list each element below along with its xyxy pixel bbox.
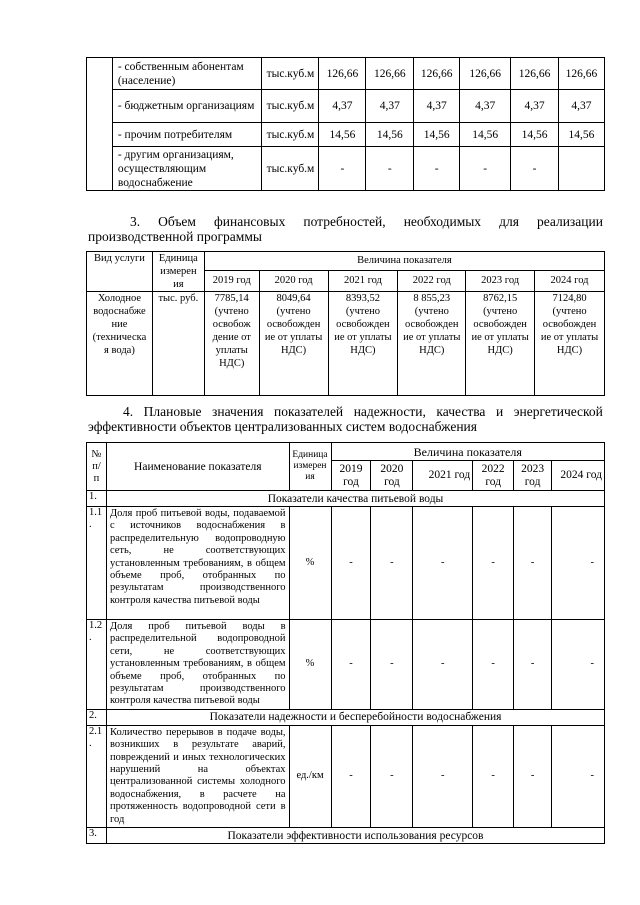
row-unit: тыс.куб.м — [262, 90, 319, 123]
year-header: 2020 год — [371, 461, 413, 491]
value-cell: - — [552, 725, 605, 827]
row-num: 1.2 . — [87, 620, 107, 710]
heading-line — [88, 214, 603, 229]
table-row — [87, 58, 605, 90]
section-row — [87, 709, 605, 725]
section-title: Показатели качества питьевой воды — [106, 491, 604, 507]
value-cell: 126,66 — [558, 58, 604, 90]
value-cell: 126,66 — [414, 58, 460, 90]
header-value: Величина показателя — [331, 443, 604, 461]
section-row — [87, 491, 605, 507]
value-cell: 8 855,23 (учтено освобожден ие от уплаты НДС) — [398, 292, 466, 396]
header-unit: Единица измерен ия — [152, 252, 204, 292]
heading-word: необходимых — [403, 214, 482, 229]
value-cell: - — [473, 507, 514, 620]
value-cell: - — [460, 147, 511, 191]
row-name: Доля проб питьевой воды в распределительной водопроводной сети, не соответствующих установленным требованиям, в общем объеме проб, отобранных по результатам производственного контроля качества питьевой воды — [106, 620, 289, 710]
header-unit: Единица измерен ия — [289, 443, 331, 491]
year-header: 2023 год — [514, 461, 552, 491]
heading-word: финансовых — [214, 214, 286, 229]
table-row — [87, 90, 605, 123]
value-cell: 4,37 — [319, 90, 366, 123]
row-num: 1.1 . — [87, 507, 107, 620]
row-unit: тыс.куб.м — [262, 147, 319, 191]
row-name: Доля проб питьевой воды, подаваемой с источников водоснабжения в распределительную водопроводную сеть, не соответствующих установленным требованиям, в общем объеме проб, отобранных по результатам производственного контроля качества питьевой воды — [106, 507, 289, 620]
table-header-row — [87, 443, 605, 461]
value-cell: - — [319, 147, 366, 191]
unit-cell: тыс. руб. — [152, 292, 204, 396]
row-unit: тыс.куб.м — [262, 123, 319, 147]
value-cell: - — [514, 507, 552, 620]
heading-word: надежности, — [353, 404, 426, 419]
heading-word: Объем — [158, 214, 196, 229]
value-cell: - — [473, 725, 514, 827]
table-row — [87, 507, 605, 620]
year-header: 2023 год — [466, 270, 535, 291]
value-cell: - — [371, 507, 413, 620]
value-cell: - — [371, 725, 413, 827]
table-row — [87, 147, 605, 191]
header-value: Величина показателя — [204, 252, 604, 271]
section-3-heading — [88, 214, 603, 244]
header-service: Вид услуги — [87, 252, 153, 292]
heading-word: реализации — [536, 214, 603, 229]
value-cell: - — [331, 620, 371, 710]
section-4-heading — [88, 404, 603, 434]
value-cell: - — [414, 147, 460, 191]
year-header: 2019 год — [331, 461, 371, 491]
value-cell: 4,37 — [558, 90, 604, 123]
table-cell — [87, 58, 113, 191]
table-header-row — [87, 252, 605, 271]
row-num: 2.1 . — [87, 725, 107, 827]
value-cell: - — [552, 507, 605, 620]
value-cell — [558, 147, 604, 191]
value-cell: - — [371, 620, 413, 710]
value-cell: - — [473, 620, 514, 710]
heading-line: производственной программы — [88, 229, 262, 244]
row-unit: % — [289, 620, 331, 710]
value-cell: 14,56 — [558, 123, 604, 147]
heading-word: 4. — [123, 404, 134, 419]
heading-word: энергетической — [513, 404, 603, 419]
heading-word: 3. — [130, 214, 141, 229]
heading-word: и — [495, 404, 504, 419]
value-cell: 14,56 — [460, 123, 511, 147]
row-name: - другим организациям, осуществляющим водоснабжение — [112, 147, 262, 191]
header-num: № п/ п — [87, 443, 107, 491]
section-num: 1. — [87, 491, 107, 507]
heading-line: эффективности объектов централизованных систем водоснабжения — [88, 419, 477, 434]
value-cell: 8049,64 (учтено освобожден ие от уплаты НДС) — [259, 292, 328, 396]
value-cell: - — [413, 620, 473, 710]
heading-word: для — [499, 214, 519, 229]
value-cell: 8762,15 (учтено освобожден ие от уплаты НДС) — [466, 292, 535, 396]
value-cell: 4,37 — [460, 90, 511, 123]
value-cell: - — [413, 725, 473, 827]
value-cell: - — [331, 507, 371, 620]
header-name: Наименование показателя — [106, 443, 289, 491]
row-name: - бюджетным организациям — [112, 90, 262, 123]
value-cell: 4,37 — [511, 90, 559, 123]
value-cell: 4,37 — [414, 90, 460, 123]
row-name: - прочим потребителям — [112, 123, 262, 147]
row-unit: % — [289, 507, 331, 620]
section-title: Показатели эффективности использования ресурсов — [106, 828, 604, 844]
row-unit: тыс.куб.м — [262, 58, 319, 90]
heading-line — [88, 404, 603, 419]
value-cell: 14,56 — [366, 123, 414, 147]
value-cell: - — [413, 507, 473, 620]
row-name: - собственным абонентам (население) — [112, 58, 262, 90]
value-cell: 7785,14 (учтено освобож дение от уплаты НДС) — [204, 292, 259, 396]
consumption-table — [86, 57, 605, 191]
table-row — [87, 123, 605, 147]
finance-table — [86, 251, 605, 396]
year-header: 2022 год — [398, 270, 466, 291]
section-num: 3. — [87, 828, 107, 844]
year-header: 2021 год — [328, 270, 398, 291]
value-cell: 4,37 — [366, 90, 414, 123]
section-num: 2. — [87, 709, 107, 725]
table-row — [87, 292, 605, 396]
section-row — [87, 828, 605, 844]
service-cell: Холодное водоснабже ние (техническа я вода) — [87, 292, 153, 396]
value-cell: 126,66 — [511, 58, 559, 90]
value-cell: - — [514, 725, 552, 827]
value-cell: 8393,52 (учтено освобожден ие от уплаты НДС) — [328, 292, 398, 396]
heading-word: показателей — [274, 404, 344, 419]
heading-word: Плановые — [143, 404, 202, 419]
value-cell: 126,66 — [319, 58, 366, 90]
heading-word: потребностей, — [303, 214, 386, 229]
value-cell: 14,56 — [511, 123, 559, 147]
value-cell: - — [552, 620, 605, 710]
value-cell: 126,66 — [460, 58, 511, 90]
table-row — [87, 620, 605, 710]
year-header: 2022 год — [473, 461, 514, 491]
value-cell: 126,66 — [366, 58, 414, 90]
value-cell: - — [511, 147, 559, 191]
value-cell: 14,56 — [414, 123, 460, 147]
value-cell: 7124,80 (учтено освобожден ие от уплаты НДС) — [535, 292, 605, 396]
value-cell: - — [514, 620, 552, 710]
row-unit: ед./км — [289, 725, 331, 827]
value-cell: 14,56 — [319, 123, 366, 147]
year-header: 2024 год — [535, 270, 605, 291]
year-header: 2019 год — [204, 270, 259, 291]
year-header: 2021 год — [413, 461, 473, 491]
table-row — [87, 725, 605, 827]
heading-word: качества — [436, 404, 486, 419]
value-cell: - — [331, 725, 371, 827]
value-cell: - — [366, 147, 414, 191]
row-name: Количество перерывов в подаче воды, возникших в результате аварий, повреждений и иных технологических нарушений на объектах централизованной системы холодного водоснабжения, в расчете на протяженность водопроводной сети в год — [106, 725, 289, 827]
heading-word: значения — [212, 404, 264, 419]
year-header: 2024 год — [552, 461, 605, 491]
year-header: 2020 год — [259, 270, 328, 291]
section-title: Показатели надежности и бесперебойности водоснабжения — [106, 709, 604, 725]
indicators-table — [86, 442, 605, 844]
